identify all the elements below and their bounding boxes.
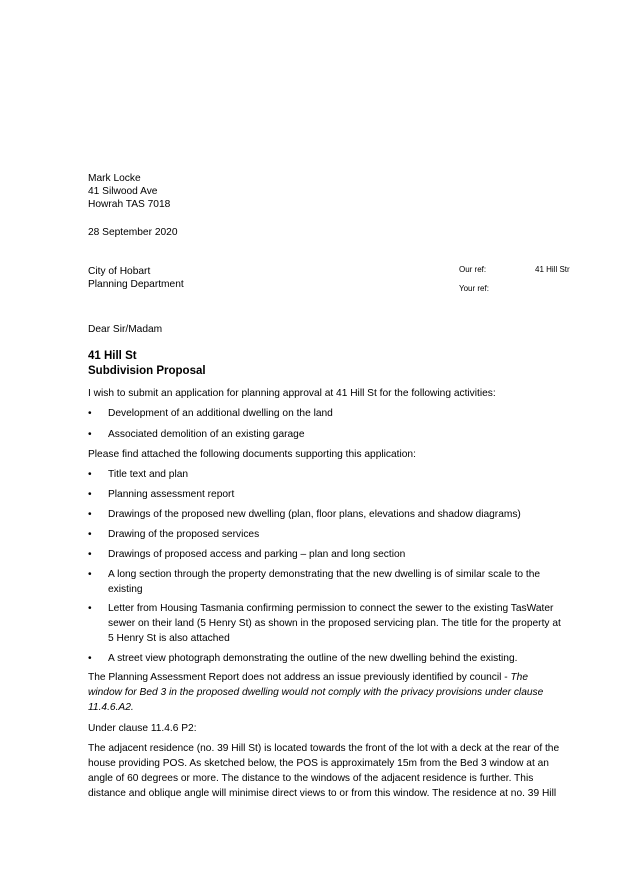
list-item: • Drawing of the proposed services xyxy=(88,529,260,540)
our-ref-value: 41 Hill Str xyxy=(535,265,570,274)
sender-name: Mark Locke xyxy=(88,173,141,184)
list-item: • Drawings of proposed access and parking – plan and long section xyxy=(88,549,406,560)
final-paragraph: The adjacent residence (no. 39 Hill St) is located towards the front of the lot with a deck at the rear of the house providing POS. As sketched below, the POS is approximately 15m from the Bed 3 window at an angle of 60 degrees or more. The distance to the windows of the adjacent residence is further. This distance and oblique angle will minimise direct views to or from this window. The residence at no. 39 Hill xyxy=(88,743,560,799)
recipient-dept: Planning Department xyxy=(88,279,184,290)
bullet-icon: • xyxy=(88,603,92,614)
list-item: • Title text and plan xyxy=(88,469,189,480)
bullet-icon: • xyxy=(88,429,92,440)
sender-address xyxy=(88,172,170,211)
bullet-icon: • xyxy=(88,489,92,500)
salutation: Dear Sir/Madam xyxy=(88,324,163,335)
clause-heading: Under clause 11.4.6 P2: xyxy=(88,723,197,734)
list-item: • Planning assessment report xyxy=(88,489,235,500)
bullet-icon: • xyxy=(88,653,92,664)
bullet-icon: • xyxy=(88,469,92,480)
bullet-icon: • xyxy=(88,529,92,540)
recipient-org: City of Hobart xyxy=(88,266,151,277)
your-ref-label: Your ref: xyxy=(459,284,489,293)
attached-intro: Please find attached the following documents supporting this application: xyxy=(88,449,416,460)
bullet-icon: • xyxy=(88,509,92,520)
bullet-icon: • xyxy=(88,549,92,560)
heading-line-1: 41 Hill St xyxy=(88,350,137,362)
list-item: • Development of an additional dwelling on the land xyxy=(88,408,333,419)
intro-paragraph: I wish to submit an application for planning approval at 41 Hill St for the following activities: xyxy=(88,388,496,399)
our-ref-label: Our ref: xyxy=(459,265,487,274)
subject-heading xyxy=(88,349,206,379)
recipient-address xyxy=(88,265,184,291)
assessment-paragraph: The Planning Assessment Report does not address an issue previously identified by council - The window for Bed 3 in the proposed dwelling would not comply with the privacy provisions under clause 11.4.6.A2. xyxy=(88,672,544,713)
bullet-icon: • xyxy=(88,408,92,419)
list-item: • A long section through the property demonstrating that the new dwelling is of similar scale to the existing xyxy=(88,569,541,595)
list-item: • Drawings of the proposed new dwelling (plan, floor plans, elevations and shadow diagrams) xyxy=(88,509,521,520)
sender-street: 41 Silwood Ave xyxy=(88,186,158,197)
list-item: • Letter from Housing Tasmania confirming permission to connect the sewer to the existing TasWater sewer on their land (5 Henry St) as shown in the proposed servicing plan. The title for the property at 5 Henry St is also attached xyxy=(88,603,561,644)
sender-city: Howrah TAS 7018 xyxy=(88,199,171,210)
letter-date: 28 September 2020 xyxy=(88,227,178,238)
list-item: • A street view photograph demonstrating the outline of the new dwelling behind the existing. xyxy=(88,653,518,664)
bullet-icon: • xyxy=(88,569,92,580)
heading-line-2: Subdivision Proposal xyxy=(88,365,206,377)
list-item: • Associated demolition of an existing garage xyxy=(88,429,305,440)
